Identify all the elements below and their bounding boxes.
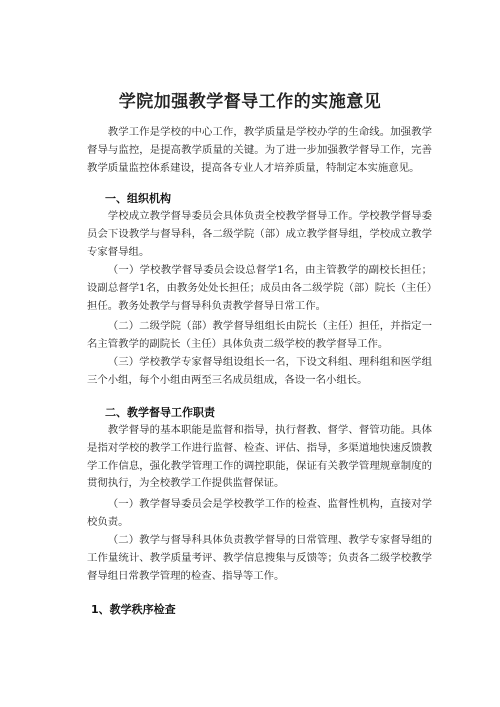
section1-paragraph-4: （三）学校教学专家督导组设组长一名，下设文科组、理科组和医学组三个小组，每个小组由两至三名成员组成，各设一名小组长。: [87, 356, 432, 386]
section2-paragraph-3: （二）教学与督导科具体负责教学督导的日常管理、教学专家督导组的工作量统计、教学质量考评、教学信息搜集与反馈等；负责各二级学校教学督导组日常教学管理的检查、指导等工作。: [87, 534, 432, 582]
section1-paragraph-1: 学校成立教学督导委员会具体负责全校教学督导工作。学校教学督导委员会下设教学与督导科，各二级学院（部）成立教学督导组，学校成立教学专家督导组。: [87, 210, 432, 258]
intro-paragraph: 教学工作是学校的中心工作，教学质量是学校办学的生命线。加强教学督导与监控，是提高教学质量的关键。为了进一步加强教学督导工作，完善教学质量监控体系建设，提高各专业人才培养质量，特制定本实施意见。: [87, 126, 432, 174]
section2-paragraph-1: 教学督导的基本职能是监督和指导，执行督教、督学、督管功能。具体是指对学校的教学工作进行监督、检查、评估、指导，多渠道地快速反馈教学工作信息，强化教学管理工作的调控职能，保证有关教学管理规章制度的贯彻执行，为全校教学工作提供监督保证。: [87, 424, 432, 490]
section-heading-organization: 一、组织机构: [105, 192, 171, 205]
section2-paragraph-2: （一）教学督导委员会是学校教学工作的检查、监督性机构，直接对学校负责。: [87, 498, 432, 528]
subsection-heading-order-check: 1、教学秩序检查: [91, 603, 176, 616]
section1-paragraph-2: （一）学校教学督导委员会设总督学1名，由主管教学的副校长担任；设副总督学1名，由教务处处长担任；成员由各二级学院（部）院长（主任）担任。教务处教学与督导科负责教学督导日常工作。: [87, 264, 432, 312]
section1-paragraph-3: （二）二级学院（部）教学督导组组长由院长（主任）担任，并指定一名主管教学的副院长（主任）具体负责二级学校的教学督导工作。: [87, 320, 432, 350]
section-heading-duties: 二、教学督导工作职责: [105, 406, 215, 419]
document-title: 学院加强教学督导工作的实施意见: [118, 92, 382, 112]
